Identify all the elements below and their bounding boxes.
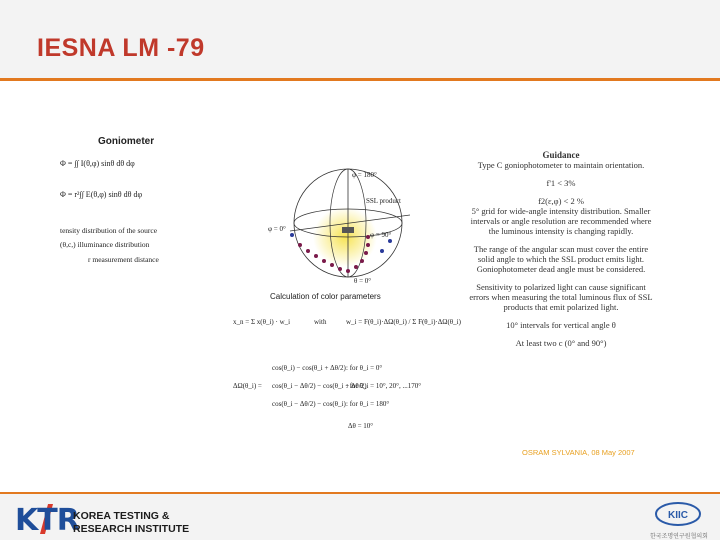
guidance-panel [466,150,656,348]
with-word: with [314,318,327,326]
guidance-dead: Goniophotometer dead angle must be considered. [476,264,646,274]
svg-text:x_n = Σ x(θ_i) · w_i: x_n = Σ x(θ_i) · w_i [233,318,291,326]
svg-text:Φ = ∫∫ I(θ,φ) sinθ dθ dφ: Φ = ∫∫ I(θ,φ) sinθ dθ dφ [60,159,135,168]
label-phi0: φ = 0° [268,225,286,233]
label-theta0: θ = 0° [354,277,372,285]
kiic-logo [654,500,702,528]
guidance-intro: Type C goniophotometer to maintain orientation. [477,160,645,170]
flux-formulas [60,152,230,212]
svg-text:cos(θ_i) − cos(θ_i + Δθ/2): cos(θ_i) − cos(θ_i + Δθ/2) [272,364,346,372]
header-divider [0,78,720,81]
condition-3: : for θ_i = 180° [346,400,390,408]
calc-heading: Calculation of color parameters [270,292,381,301]
legend-2: (θ,c,) illuminance distribution [60,240,150,249]
guidance-range: The range of the angular scan must cover the entire solid angle to which the SSL product emits light. [473,244,649,264]
legend-1: tensity distribution of the source [60,226,158,235]
svg-text:cos(θ_i − Δθ/2) − cos(θ_i): cos(θ_i − Δθ/2) − cos(θ_i) [272,400,346,408]
svg-text:w_i = F(θ_i)·ΔΩ(θ_i) / Σ F(θ_i: w_i = F(θ_i)·ΔΩ(θ_i) / Σ F(θ_i)·ΔΩ(θ_i) [346,318,461,326]
svg-text:ΔΩ(θ_i) =: ΔΩ(θ_i) = [233,382,262,390]
guidance-f1: f'1 < 3% [546,178,576,188]
ssl-product [342,227,354,233]
organization-name [73,510,189,536]
guidance-two: At least two c (0° and 90°) [515,338,607,348]
kiic-caption: 한국조명연구원협의회 [650,534,708,540]
svg-text:cos(θ_i − Δθ/2) − cos(θ_i + Δθ: cos(θ_i − Δθ/2) − cos(θ_i + Δθ/2) [272,382,367,390]
color-formulas [228,304,461,434]
guidance-f2: f2(ε,φ) < 2 % [538,196,584,206]
figure-credit: OSRAM SYLVANIA, 08 May 2007 [522,448,635,457]
label-phi90: φ = 90° [370,231,392,239]
delta-theta: Δθ = 10° [348,422,374,430]
svg-text:KIIC: KIIC [668,510,688,521]
guidance-polar: Sensitivity to polarized light can cause significant errors when measuring the total luminous flux of SSL products that emit polarized light. [469,282,653,312]
org-line-1: KOREA TESTING & [73,510,170,522]
org-line-2: RESEARCH INSTITUTE [73,523,190,535]
slide-title: IESNA LM -79 [37,34,205,62]
svg-text:Φ = r²∫∫ E(θ,φ) sinθ dθ dφ: Φ = r²∫∫ E(θ,φ) sinθ dθ dφ [60,190,143,199]
condition-2: : for θ_i = 10°, 20°, ...170° [346,382,422,390]
guidance-vert: 10° intervals for vertical angle θ [506,320,616,330]
goniometer-heading: Goniometer [98,136,155,147]
label-phi180: φ = 180° [352,171,377,179]
goniometer-sphere [270,165,415,285]
guidance-grid: 5° grid for wide-angle intensity distribution. Smaller intervals or angle resolution are recommended where the luminous intensity is changing rapidly. [470,206,652,236]
ktr-logo: KTR [15,503,79,538]
legend-3: r measurement distance [88,255,159,264]
label-ssl: SSL product [366,197,401,205]
condition-1: : for θ_i = 0° [346,364,383,372]
guidance-title: Guidance [542,150,580,160]
